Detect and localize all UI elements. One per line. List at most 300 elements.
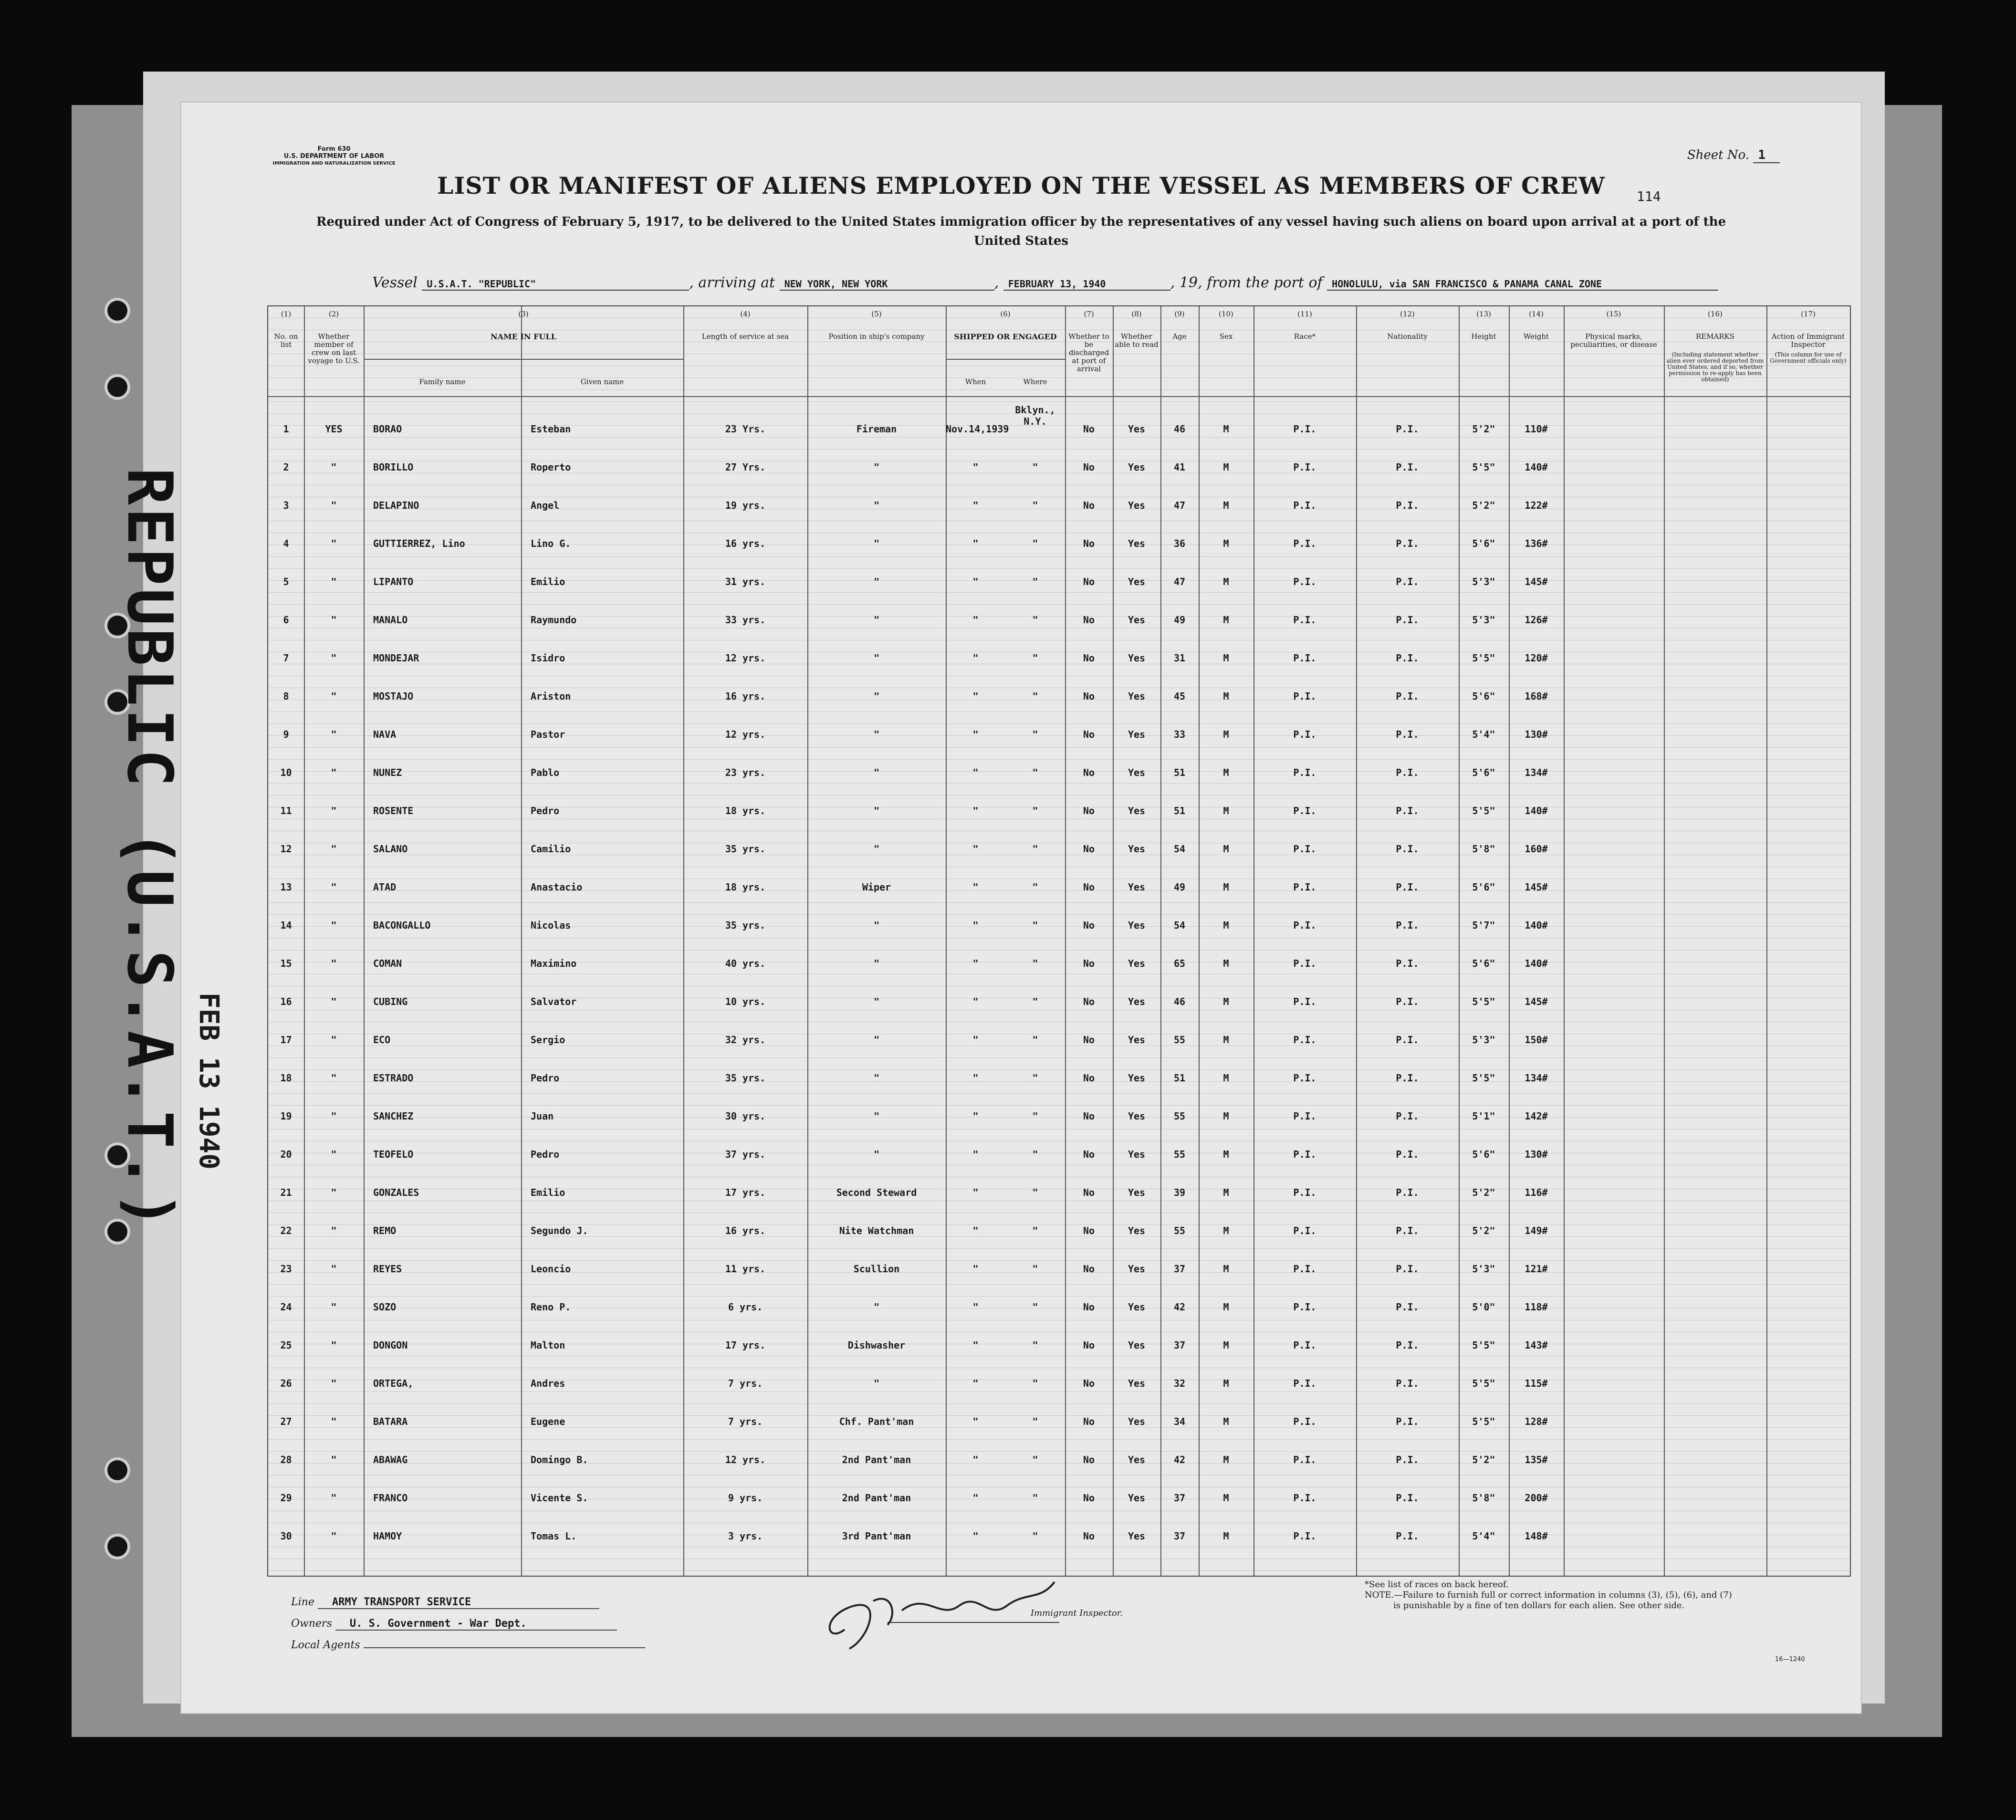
- cell-prev: ": [331, 881, 337, 893]
- cell-service: 9 yrs.: [728, 1492, 763, 1504]
- cell-sex: M: [1223, 843, 1229, 855]
- cell-family: SOZO: [373, 1301, 397, 1313]
- cell-family: ABAWAG: [373, 1454, 408, 1465]
- cell-when: ": [972, 805, 979, 816]
- column-header: Whether able to read: [1115, 332, 1159, 349]
- cell-given: Pastor: [531, 729, 565, 740]
- column-number: (14): [1529, 310, 1544, 318]
- cell-nat: P.I.: [1396, 958, 1419, 969]
- cell-nat: P.I.: [1396, 767, 1419, 778]
- cell-position: ": [873, 767, 880, 778]
- cell-service: 35 yrs.: [725, 1072, 766, 1084]
- cell-age: 65: [1173, 958, 1186, 969]
- column-header: SHIPPED OR ENGAGED: [954, 332, 1057, 341]
- cell-weight: 142#: [1525, 1110, 1548, 1122]
- cell-position: Nite Watchman: [839, 1225, 914, 1236]
- cell-family: TEOFELO: [373, 1149, 414, 1160]
- cell-read: Yes: [1128, 1492, 1146, 1504]
- cell-service: 11 yrs.: [725, 1263, 766, 1275]
- binder-hole: [107, 301, 127, 321]
- cell-height: 5'5": [1472, 1339, 1495, 1351]
- cell-sex: M: [1223, 652, 1229, 664]
- cell-read: Yes: [1128, 500, 1146, 511]
- cell-no: 2: [283, 461, 289, 473]
- cell-read: Yes: [1128, 1530, 1146, 1542]
- cell-height: 5'6": [1472, 690, 1495, 702]
- cell-age: 46: [1173, 423, 1186, 435]
- cell-family: BORILLO: [373, 461, 414, 473]
- cell-no: 12: [280, 843, 292, 855]
- cell-where: ": [1032, 1187, 1038, 1198]
- cell-service: 19 yrs.: [725, 500, 766, 511]
- cell-sex: M: [1223, 1416, 1229, 1427]
- cell-age: 51: [1173, 805, 1186, 816]
- cell-where: ": [1032, 1530, 1038, 1542]
- cell-prev: ": [331, 729, 337, 740]
- cell-sex: M: [1223, 538, 1229, 549]
- cell-position: Wiper: [862, 881, 891, 893]
- cell-where: ": [1032, 1225, 1038, 1236]
- column-number: (9): [1174, 310, 1185, 318]
- cell-read: Yes: [1128, 1225, 1146, 1236]
- cell-weight: 122#: [1525, 500, 1548, 511]
- cell-given: Angel: [531, 500, 560, 511]
- cell-family: REMO: [373, 1225, 397, 1236]
- cell-race: P.I.: [1293, 1149, 1316, 1160]
- cell-service: 35 yrs.: [725, 920, 766, 931]
- cell-height: 5'4": [1472, 1530, 1495, 1542]
- cell-height: 5'2": [1472, 423, 1495, 435]
- cell-no: 19: [280, 1110, 292, 1122]
- cell-position: ": [873, 500, 880, 511]
- cell-when: ": [972, 461, 979, 473]
- cell-nat: P.I.: [1396, 1072, 1419, 1084]
- column-header: Action of Immigrant Inspector: [1771, 332, 1845, 349]
- column-divider: [1766, 306, 1767, 1576]
- cell-service: 40 yrs.: [725, 958, 766, 969]
- cell-sex: M: [1223, 1149, 1229, 1160]
- agents-value: [364, 1647, 645, 1648]
- cell-position: ": [873, 576, 880, 587]
- cell-weight: 140#: [1525, 461, 1548, 473]
- cell-read: Yes: [1128, 1072, 1146, 1084]
- cell-race: P.I.: [1293, 461, 1316, 473]
- cell-no: 18: [280, 1072, 292, 1084]
- cell-service: 16 yrs.: [725, 538, 766, 549]
- cell-position: ": [873, 461, 880, 473]
- cell-weight: 121#: [1525, 1263, 1548, 1275]
- cell-prev: ": [331, 805, 337, 816]
- service: IMMIGRATION AND NATURALIZATION SERVICE: [272, 161, 396, 166]
- cell-read: Yes: [1128, 729, 1146, 740]
- cell-weight: 128#: [1525, 1416, 1548, 1427]
- cell-sex: M: [1223, 1492, 1229, 1504]
- cell-read: Yes: [1128, 1378, 1146, 1389]
- cell-height: 5'3": [1472, 1263, 1495, 1275]
- cell-prev: ": [331, 614, 337, 626]
- cell-family: ROSENTE: [373, 805, 414, 816]
- cell-when: ": [972, 1530, 979, 1542]
- cell-disch: No: [1083, 1339, 1095, 1351]
- cell-no: 10: [280, 767, 292, 778]
- cell-position: Chf. Pant'man: [839, 1416, 914, 1427]
- cell-height: 5'5": [1472, 996, 1495, 1007]
- cell-position: ": [873, 652, 880, 664]
- cell-age: 41: [1173, 461, 1186, 473]
- cell-no: 6: [283, 614, 289, 626]
- cell-sex: M: [1223, 461, 1229, 473]
- cell-race: P.I.: [1293, 958, 1316, 969]
- cell-race: P.I.: [1293, 614, 1316, 626]
- cell-read: Yes: [1128, 1110, 1146, 1122]
- cell-disch: No: [1083, 843, 1095, 855]
- cell-nat: P.I.: [1396, 461, 1419, 473]
- cell-position: Scullion: [853, 1263, 900, 1275]
- header-divider: [268, 396, 1850, 397]
- cell-age: 31: [1173, 652, 1186, 664]
- cell-prev: ": [331, 461, 337, 473]
- cell-race: P.I.: [1293, 576, 1316, 587]
- cell-disch: No: [1083, 652, 1095, 664]
- cell-weight: 145#: [1525, 881, 1548, 893]
- column-number: (12): [1400, 310, 1415, 318]
- cell-no: 7: [283, 652, 289, 664]
- cell-prev: ": [331, 1263, 337, 1275]
- cell-age: 54: [1173, 920, 1186, 931]
- cell-family: BACONGALLO: [373, 920, 431, 931]
- cell-service: 17 yrs.: [725, 1339, 766, 1351]
- arriving-label: , arriving at: [689, 274, 775, 291]
- cell-position: ": [873, 1034, 880, 1046]
- cell-disch: No: [1083, 767, 1095, 778]
- cell-weight: 134#: [1525, 1072, 1548, 1084]
- cell-disch: No: [1083, 423, 1095, 435]
- vessel-line: Vessel U.S.A.T. "REPUBLIC" , arriving at NEW YORK, NEW YORK , FEBRUARY 13, 1940 , 19, from the port of HONOLULU, via SAN FRANCISCO & PANAMA CANAL ZONE: [372, 274, 1718, 291]
- cell-where: ": [1032, 843, 1038, 855]
- cell-age: 55: [1173, 1034, 1186, 1046]
- cell-when: ": [972, 576, 979, 587]
- cell-when: ": [972, 690, 979, 702]
- cell-nat: P.I.: [1396, 996, 1419, 1007]
- cell-read: Yes: [1128, 1149, 1146, 1160]
- cell-age: 47: [1173, 500, 1186, 511]
- cell-disch: No: [1083, 996, 1095, 1007]
- cell-family: GONZALES: [373, 1187, 419, 1198]
- cell-prev: ": [331, 652, 337, 664]
- cell-age: 55: [1173, 1225, 1186, 1236]
- cell-age: 49: [1173, 614, 1186, 626]
- cell-age: 47: [1173, 576, 1186, 587]
- cell-service: 18 yrs.: [725, 805, 766, 816]
- cell-when: ": [972, 1301, 979, 1313]
- cell-when: ": [972, 1492, 979, 1504]
- cell-where: Bklyn., N.Y.: [1015, 404, 1055, 427]
- cell-height: 5'1": [1472, 1110, 1495, 1122]
- cell-disch: No: [1083, 538, 1095, 549]
- cell-age: 55: [1173, 1110, 1186, 1122]
- cell-prev: ": [331, 1301, 337, 1313]
- cell-age: 37: [1173, 1263, 1186, 1275]
- subcolumn-header: Where: [1023, 377, 1047, 386]
- cell-sex: M: [1223, 1187, 1229, 1198]
- cell-race: P.I.: [1293, 1034, 1316, 1046]
- cell-prev: ": [331, 843, 337, 855]
- cell-no: 25: [280, 1339, 292, 1351]
- cell-when: ": [972, 500, 979, 511]
- cell-height: 5'5": [1472, 461, 1495, 473]
- cell-disch: No: [1083, 1301, 1095, 1313]
- cell-when: ": [972, 1378, 979, 1389]
- column-header: Age: [1172, 332, 1187, 341]
- cell-weight: 116#: [1525, 1187, 1548, 1198]
- cell-weight: 120#: [1525, 652, 1548, 664]
- cell-prev: ": [331, 767, 337, 778]
- footer-note: [1365, 1579, 1732, 1611]
- cell-given: Ariston: [531, 690, 571, 702]
- cell-no: 3: [283, 500, 289, 511]
- cell-read: Yes: [1128, 1339, 1146, 1351]
- cell-given: Domingo B.: [531, 1454, 588, 1465]
- cell-height: 5'3": [1472, 1034, 1495, 1046]
- cell-family: ECO: [373, 1034, 391, 1046]
- cell-height: 5'2": [1472, 1454, 1495, 1465]
- cell-prev: ": [331, 996, 337, 1007]
- cell-no: 29: [280, 1492, 292, 1504]
- cell-nat: P.I.: [1396, 1187, 1419, 1198]
- cell-weight: 150#: [1525, 1034, 1548, 1046]
- cell-age: 33: [1173, 729, 1186, 740]
- footer-agents: [291, 1639, 645, 1651]
- vessel-stamp: REPUBLIC (U.S.A.T.): [114, 468, 186, 1232]
- cell-nat: P.I.: [1396, 1454, 1419, 1465]
- footer-line: [291, 1596, 599, 1609]
- cell-disch: No: [1083, 500, 1095, 511]
- cell-where: ": [1032, 729, 1038, 740]
- cell-disch: No: [1083, 1263, 1095, 1275]
- cell-no: 21: [280, 1187, 292, 1198]
- cell-weight: 168#: [1525, 690, 1548, 702]
- cell-position: ": [873, 1301, 880, 1313]
- cell-given: Emilio: [531, 576, 565, 587]
- cell-prev: ": [331, 1072, 337, 1084]
- cell-race: P.I.: [1293, 423, 1316, 435]
- cell-sex: M: [1223, 1301, 1229, 1313]
- cell-given: Pedro: [531, 1149, 560, 1160]
- cell-prev: ": [331, 500, 337, 511]
- cell-service: 35 yrs.: [725, 843, 766, 855]
- cell-nat: P.I.: [1396, 1034, 1419, 1046]
- cell-given: Vicente S.: [531, 1492, 588, 1504]
- cell-nat: P.I.: [1396, 805, 1419, 816]
- cell-service: 7 yrs.: [728, 1378, 763, 1389]
- cell-service: 31 yrs.: [725, 576, 766, 587]
- cell-where: ": [1032, 500, 1038, 511]
- cell-where: ": [1032, 614, 1038, 626]
- cell-given: Raymundo: [531, 614, 577, 626]
- year-label: , 19: [1170, 274, 1198, 291]
- cell-race: P.I.: [1293, 500, 1316, 511]
- cell-nat: P.I.: [1396, 881, 1419, 893]
- column-number: (5): [871, 310, 882, 318]
- cell-race: P.I.: [1293, 652, 1316, 664]
- cell-sex: M: [1223, 767, 1229, 778]
- cell-prev: ": [331, 1492, 337, 1504]
- cell-position: 2nd Pant'man: [842, 1454, 911, 1465]
- cell-race: P.I.: [1293, 1530, 1316, 1542]
- cell-race: P.I.: [1293, 1110, 1316, 1122]
- cell-service: 23 yrs.: [725, 767, 766, 778]
- cell-family: SALANO: [373, 843, 408, 855]
- cell-read: Yes: [1128, 767, 1146, 778]
- cell-service: 27 Yrs.: [725, 461, 766, 473]
- cell-prev: ": [331, 1416, 337, 1427]
- cell-when: ": [972, 1454, 979, 1465]
- cell-nat: P.I.: [1396, 729, 1419, 740]
- cell-no: 17: [280, 1034, 292, 1046]
- cell-nat: P.I.: [1396, 920, 1419, 931]
- subcolumn-header: Given name: [580, 377, 624, 386]
- crew-table: [267, 305, 1851, 1577]
- cell-nat: P.I.: [1396, 1339, 1419, 1351]
- column-note: (This column for use of Government officials only): [1770, 351, 1847, 364]
- cell-prev: ": [331, 1110, 337, 1122]
- cell-weight: 130#: [1525, 1149, 1548, 1160]
- cell-position: ": [873, 538, 880, 549]
- cell-family: HAMOY: [373, 1530, 402, 1542]
- cell-no: 5: [283, 576, 289, 587]
- cell-disch: No: [1083, 461, 1095, 473]
- column-number: (1): [281, 310, 292, 318]
- cell-family: SANCHEZ: [373, 1110, 414, 1122]
- cell-no: 9: [283, 729, 289, 740]
- cell-weight: 148#: [1525, 1530, 1548, 1542]
- cell-disch: No: [1083, 1416, 1095, 1427]
- cell-given: Segundo J.: [531, 1225, 588, 1236]
- cell-race: P.I.: [1293, 843, 1316, 855]
- cell-disch: No: [1083, 920, 1095, 931]
- cell-position: ": [873, 690, 880, 702]
- cell-service: 16 yrs.: [725, 690, 766, 702]
- cell-family: DONGON: [373, 1339, 408, 1351]
- cell-disch: No: [1083, 576, 1095, 587]
- cell-weight: 143#: [1525, 1339, 1548, 1351]
- cell-given: Pedro: [531, 1072, 560, 1084]
- owners-value: U. S. Government - War Dept.: [335, 1618, 617, 1631]
- cell-given: Salvator: [531, 996, 577, 1007]
- cell-nat: P.I.: [1396, 1263, 1419, 1275]
- cell-where: ": [1032, 996, 1038, 1007]
- cell-height: 5'4": [1472, 729, 1495, 740]
- cell-read: Yes: [1128, 652, 1146, 664]
- cell-disch: No: [1083, 1530, 1095, 1542]
- cell-height: 5'5": [1472, 1072, 1495, 1084]
- cell-nat: P.I.: [1396, 1225, 1419, 1236]
- cell-position: ": [873, 1149, 880, 1160]
- cell-sex: M: [1223, 690, 1229, 702]
- cell-where: ": [1032, 1492, 1038, 1504]
- cell-when: ": [972, 1263, 979, 1275]
- cell-read: Yes: [1128, 920, 1146, 931]
- cell-nat: P.I.: [1396, 652, 1419, 664]
- binder-hole: [107, 1537, 127, 1557]
- cell-family: MANALO: [373, 614, 408, 626]
- cell-read: Yes: [1128, 461, 1146, 473]
- cell-position: 2nd Pant'man: [842, 1492, 911, 1504]
- cell-given: Juan: [531, 1110, 554, 1122]
- cell-disch: No: [1083, 958, 1095, 969]
- subcolumn-header: When: [965, 377, 986, 386]
- cell-sex: M: [1223, 576, 1229, 587]
- cell-sex: M: [1223, 1072, 1229, 1084]
- cell-nat: P.I.: [1396, 1416, 1419, 1427]
- cell-age: 37: [1173, 1530, 1186, 1542]
- cell-given: Camilio: [531, 843, 571, 855]
- cell-family: LIPANTO: [373, 576, 414, 587]
- cell-race: P.I.: [1293, 805, 1316, 816]
- cell-when: ": [972, 881, 979, 893]
- cell-race: P.I.: [1293, 1416, 1316, 1427]
- cell-position: Second Steward: [836, 1187, 917, 1198]
- cell-race: P.I.: [1293, 690, 1316, 702]
- cell-prev: ": [331, 1454, 337, 1465]
- cell-read: Yes: [1128, 614, 1146, 626]
- cell-where: ": [1032, 767, 1038, 778]
- cell-disch: No: [1083, 1034, 1095, 1046]
- cell-nat: P.I.: [1396, 1110, 1419, 1122]
- column-note: (Including statement whether alien ever ordered deported from United States, and if so, whether permission to re-apply has been obtained): [1666, 351, 1764, 383]
- cell-weight: 200#: [1525, 1492, 1548, 1504]
- cell-read: Yes: [1128, 690, 1146, 702]
- cell-where: ": [1032, 881, 1038, 893]
- form-header: [272, 146, 396, 167]
- cell-service: 6 yrs.: [728, 1301, 763, 1313]
- cell-when: ": [972, 920, 979, 931]
- cell-position: ": [873, 920, 880, 931]
- cell-height: 5'3": [1472, 576, 1495, 587]
- cell-age: 42: [1173, 1301, 1186, 1313]
- cell-nat: P.I.: [1396, 1378, 1419, 1389]
- sheet-label: Sheet No.: [1687, 148, 1750, 162]
- cell-sex: M: [1223, 1110, 1229, 1122]
- cell-read: Yes: [1128, 805, 1146, 816]
- cell-no: 1: [283, 423, 289, 435]
- cell-disch: No: [1083, 690, 1095, 702]
- from-port: HONOLULU, via SAN FRANCISCO & PANAMA CANAL ZONE: [1327, 278, 1718, 291]
- cell-where: ": [1032, 1149, 1038, 1160]
- cell-age: 42: [1173, 1454, 1186, 1465]
- column-number: (16): [1708, 310, 1723, 318]
- footer-owners: [291, 1618, 617, 1631]
- cell-read: Yes: [1128, 1454, 1146, 1465]
- cell-height: 5'2": [1472, 1187, 1495, 1198]
- header-subdivider: [946, 359, 1065, 360]
- cell-prev: ": [331, 958, 337, 969]
- cell-no: 22: [280, 1225, 292, 1236]
- cell-height: 5'0": [1472, 1301, 1495, 1313]
- sheet-number: [1687, 148, 1780, 162]
- cell-family: ORTEGA,: [373, 1378, 414, 1389]
- cell-when: Nov.14,1939: [946, 423, 1009, 435]
- cell-given: Anastacio: [531, 881, 583, 893]
- cell-sex: M: [1223, 1225, 1229, 1236]
- cell-where: ": [1032, 1263, 1038, 1275]
- cell-family: BORAO: [373, 423, 402, 435]
- cell-sex: M: [1223, 1034, 1229, 1046]
- cell-disch: No: [1083, 1378, 1095, 1389]
- cell-no: 14: [280, 920, 292, 931]
- header-subdivider: [364, 359, 683, 360]
- cell-read: Yes: [1128, 1187, 1146, 1198]
